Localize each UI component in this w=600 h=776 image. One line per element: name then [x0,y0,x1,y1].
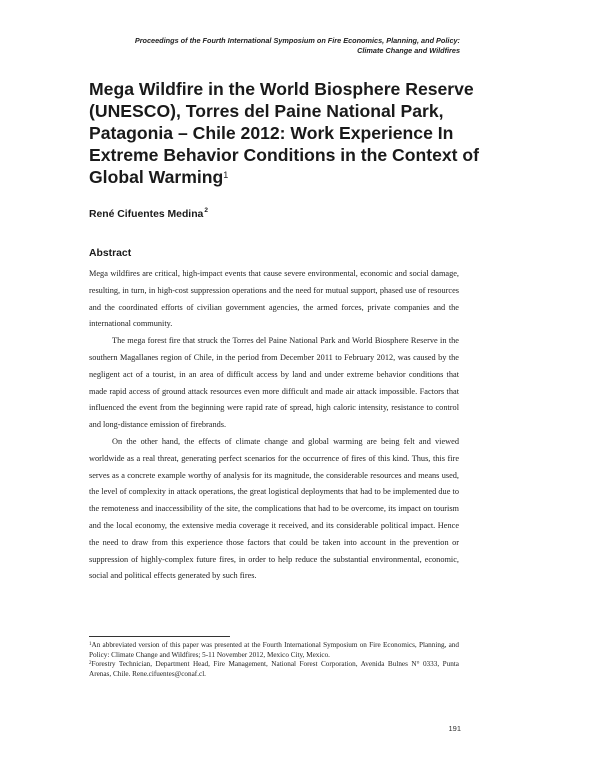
abstract-heading: Abstract [89,248,132,259]
footnote-separator [89,636,230,637]
page-number: 191 [448,724,461,733]
footnote-mark: 2 [89,661,92,667]
paper-title [89,78,489,188]
running-head-line-1: Proceedings of the Fourth International Symposium on Fire Economics, Planning, and Policy: [134,36,460,45]
abstract-paragraph: Mega wildfires are critical, high-impact events that cause severe environmental, economic and social damage, resulting, in turn, in high-cost suppression operations and the need for mutual support, phased use of resources and the coordinated efforts of civilian government agencies, the armed forces, private companies and the international community. [89,269,459,329]
running-head-line-2: Climate Change and Wildfires [357,46,460,55]
footnote-text: Forestry Technician, Department Head, Fire Management, National Forest Corporation, Avenida Bulnes N° 0333, Punta Arenas, Chile. Rene.cifuentes@conaf.cl. [89,660,459,678]
abstract-paragraph: On the other hand, the effects of climate change and global warming are being felt and viewed worldwide as a real threat, generating perfect scenarios for the occurrence of fires of this kind. Thus, this fire serves as a concrete example worthy of analysis for its magnitude, the considerable resources and means used, the level of complexity in attack operations, the great logistical deployments that had to be implemented due to the remoteness and inaccessibility of the site, the complications that had to be overcome, its impact on tourism and the local economy, the extensive media coverage it received, and its considerable political impact. Hence the need to draw from this experience those factors that could be taken into account in the prevention or suppression of highly-complex future fires, in order to help reduce the substantial environmental, economic, social and political effects generated by such fires. [89,436,459,581]
running-head [60,36,460,56]
footnote [89,660,459,679]
title-footnote-mark: 1 [223,170,229,180]
abstract-body [89,266,459,585]
abstract-paragraph: The mega forest fire that struck the Torres del Paine National Park and World Biosphere Reserve in the southern Magallanes region of Chile, in the period from December 2011 to February 2012, was caused by the negligent act of a tourist, in an area of difficult access by land and under extreme behavior conditions that made rapid access of ground attack resources even more difficult and made air attack impossible. Factors that influenced the event from the beginning were rapid rate of spread, high caloric intensity, resistance to control and long-distance emission of firebrands. [89,336,459,430]
footnote-text: An abbreviated version of this paper was presented at the Fourth International Symposium on Fire Economics, Planning, and Policy: Climate Change and Wildfires; 5-11 November 2012, Mexico City, Mexico. [89,641,459,659]
footnotes [89,641,459,679]
footnote [89,641,459,660]
footnote-mark: 1 [89,642,92,647]
paper-title-text: Mega Wildfire in the World Biosphere Reserve (UNESCO), Torres del Paine National Park, Patagonia – Chile 2012: Work Experience In Extreme Behavior Conditions in the Context of Global Warming [89,79,480,187]
author-footnote-mark: 2 [204,207,208,214]
author-name [89,209,208,220]
author-name-text: René Cifuentes Medina [89,209,204,220]
